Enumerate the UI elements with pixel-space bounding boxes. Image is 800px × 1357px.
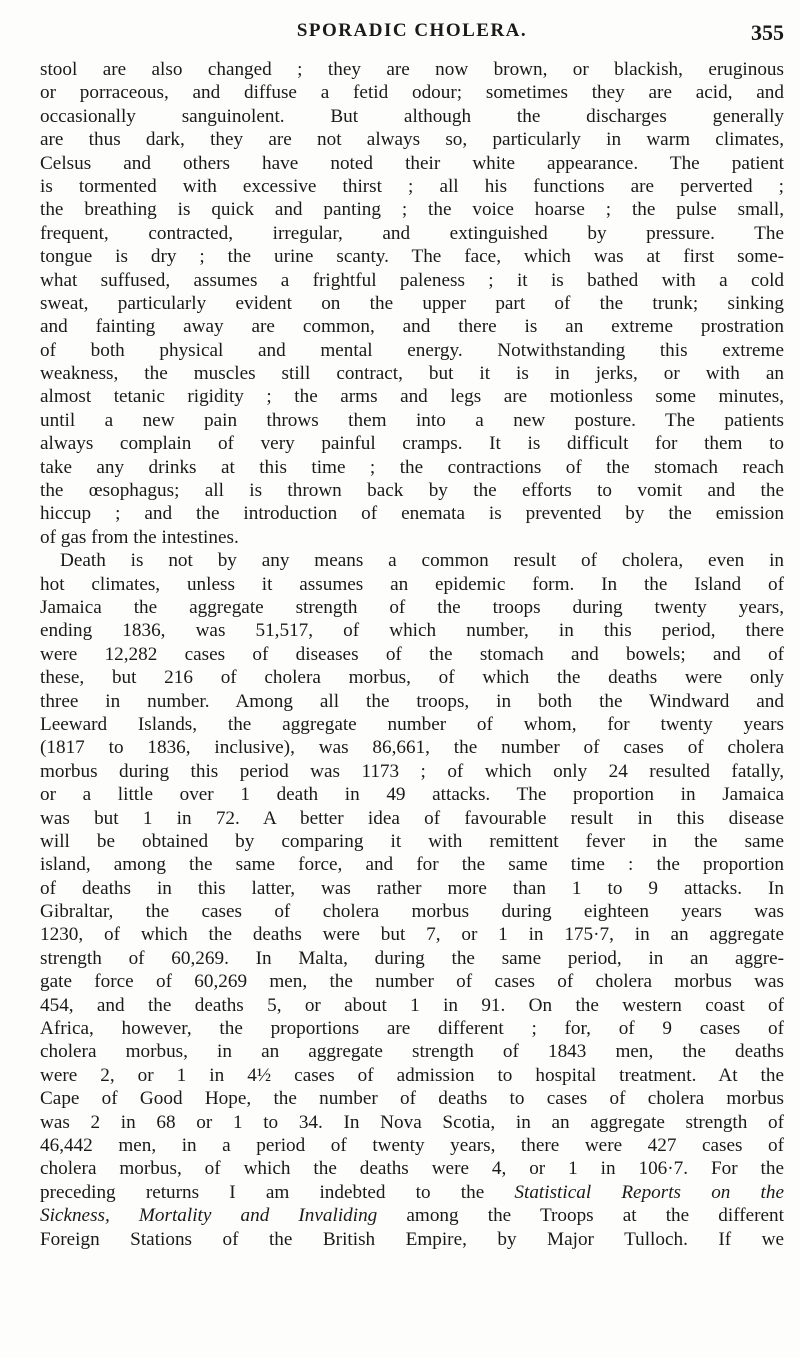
- text-line: take any drinks at this time ; the contractions of the stomach reach: [40, 456, 784, 478]
- text-line: or porraceous, and diffuse a fetid odour; sometimes they are acid, and: [40, 82, 784, 104]
- text-line: Cape of Good Hope, the number of deaths to cases of cholera morbus: [40, 1088, 784, 1110]
- text-line: of deaths in this latter, was rather more than 1 to 9 attacks. In: [40, 877, 784, 899]
- italic-title: Sickness, Mortality and Invaliding: [40, 1205, 378, 1227]
- text-line: sweat, particularly evident on the upper part of the trunk; sinking: [40, 292, 784, 314]
- body-text: [40, 58, 784, 1251]
- text-line: Africa, however, the proportions are different ; for, of 9 cases of: [40, 1018, 784, 1040]
- text-line: were 2, or 1 in 4½ cases of admission to hospital treatment. At the: [40, 1064, 784, 1086]
- text-line: or a little over 1 death in 49 attacks. The proportion in Jamaica: [40, 784, 784, 806]
- text-line: was 2 in 68 or 1 to 34. In Nova Scotia, in an aggregate strength of: [40, 1111, 784, 1133]
- text-line: of both physical and mental energy. Notwithstanding this extreme: [40, 339, 784, 361]
- text-line: 454, and the deaths 5, or about 1 in 91. On the western coast of: [40, 994, 784, 1016]
- text-line: occasionally sanguinolent. But although the discharges generally: [40, 105, 784, 127]
- text-line: morbus during this period was 1173 ; of which only 24 resulted fatally,: [40, 760, 784, 782]
- text-line: Leeward Islands, the aggregate number of whom, for twenty years: [40, 713, 784, 735]
- text-line: ending 1836, was 51,517, of which number, in this period, there: [40, 620, 784, 642]
- text-line: and fainting away are common, and there is an extreme prostration: [40, 316, 784, 338]
- text-line: of gas from the intestines.: [40, 526, 239, 548]
- text-line: were 12,282 cases of diseases of the stomach and bowels; and of: [40, 643, 784, 665]
- text-line: Gibraltar, the cases of cholera morbus during eighteen years was: [40, 901, 784, 923]
- text-line: almost tetanic rigidity ; the arms and legs are motionless some minutes,: [40, 386, 784, 408]
- text-line: Jamaica the aggregate strength of the troops during twenty years,: [40, 596, 784, 618]
- text-line: until a new pain throws them into a new posture. The patients: [40, 409, 784, 431]
- text-line: cholera morbus, of which the deaths were 4, or 1 in 106·7. For the: [40, 1158, 784, 1180]
- text-line: tongue is dry ; the urine scanty. The face, which was at first some-: [40, 246, 784, 268]
- text-line: frequent, contracted, irregular, and extinguished by pressure. The: [40, 222, 784, 244]
- text-line: 1230, of which the deaths were but 7, or 1 in 175·7, in an aggregate: [40, 924, 784, 946]
- text-line: three in number. Among all the troops, in both the Windward and: [40, 690, 784, 712]
- text-line: the œsophagus; all is thrown back by the efforts to vomit and the: [40, 480, 784, 502]
- text-line: weakness, the muscles still contract, but it is in jerks, or with an: [40, 363, 784, 385]
- text-line: [40, 1228, 784, 1251]
- text-line: gate force of 60,269 men, the number of cases of cholera morbus was: [40, 971, 784, 993]
- text-line: (1817 to 1836, inclusive), was 86,661, the number of cases of cholera: [40, 737, 784, 759]
- text-line: hot climates, unless it assumes an epidemic form. In the Island of: [40, 573, 784, 595]
- text-line: 46,442 men, in a period of twenty years, there were 427 cases of: [40, 1134, 784, 1156]
- running-title: SPORADIC CHOLERA.: [296, 20, 528, 41]
- text-line: what suffused, assumes a frightful paleness ; it is bathed with a cold: [40, 269, 784, 291]
- page-number: 355: [751, 20, 784, 45]
- paragraph: [40, 58, 784, 549]
- text-line: cholera morbus, in an aggregate strength of 1843 men, the deaths: [40, 1041, 784, 1063]
- text-line: are thus dark, they are not always so, particularly in warm climates,: [40, 129, 784, 151]
- text-line: [40, 1181, 784, 1204]
- text-line: Death is not by any means a common result of cholera, even in: [60, 550, 784, 572]
- running-head: [40, 20, 784, 54]
- text-line: the breathing is quick and panting ; the voice hoarse ; the pulse small,: [40, 199, 784, 221]
- text-line: strength of 60,269. In Malta, during the same period, in an aggre-: [40, 947, 784, 969]
- italic-title: Statistical Reports on the: [514, 1181, 784, 1203]
- text-line: Celsus and others have noted their white appearance. The patient: [40, 152, 784, 174]
- text-line: always complain of very painful cramps. It is difficult for them to: [40, 433, 784, 455]
- text-line: stool are also changed ; they are now brown, or blackish, eruginous: [40, 59, 784, 80]
- text-line: will be obtained by comparing it with remittent fever in the same: [40, 830, 784, 852]
- text-line: island, among the same force, and for the same time : the proportion: [40, 854, 784, 876]
- text-segment: Foreign Stations of the British Empire, by Major Tulloch. If we: [40, 1228, 784, 1250]
- text-line: hiccup ; and the introduction of enemata is prevented by the emission: [40, 503, 784, 525]
- text-line: was but 1 in 72. A better idea of favourable result in this disease: [40, 807, 784, 829]
- text-segment: among the Troops at the different: [377, 1205, 784, 1227]
- text-line: these, but 216 of cholera morbus, of which the deaths were only: [40, 667, 784, 689]
- text-line: is tormented with excessive thirst ; all his functions are perverted ;: [40, 175, 784, 197]
- text-line: [40, 1204, 784, 1227]
- text-segment: preceding returns I am indebted to the: [40, 1181, 515, 1203]
- paragraph: [40, 549, 784, 1251]
